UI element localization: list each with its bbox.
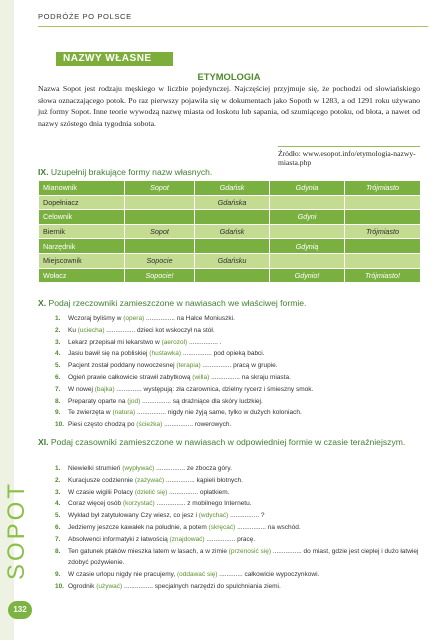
item-text: Niewielki strumień — [68, 465, 123, 472]
list-item — [55, 522, 425, 534]
item-text: W nowej — [68, 385, 95, 393]
item-number: 3. — [55, 338, 61, 346]
item-number: 9. — [55, 409, 61, 417]
item-text: W czasie wigilii Polacy — [68, 488, 135, 496]
item-gap-text[interactable]: .............. występują: zła czarownica, dzielny rycerz i śmieszny smok. — [114, 385, 314, 393]
item-gap-text[interactable]: ................ specjalnych narzędzi do spulchniania ziemi. — [122, 582, 281, 590]
item-gap-text[interactable]: ................ pracą w grupie. — [200, 362, 278, 370]
exercise-10-list — [55, 313, 425, 431]
item-number: 2. — [55, 326, 61, 334]
case-name-cell: Mianownik — [39, 181, 125, 196]
item-text: W czasie urlopu nigdy nie pracujemy, — [68, 571, 177, 579]
form-cell[interactable] — [345, 195, 421, 210]
declension-table — [38, 180, 421, 283]
form-cell[interactable] — [125, 239, 195, 254]
case-name-cell: Dopełniacz — [39, 195, 125, 210]
table-row — [39, 268, 421, 283]
item-hint: (jod) — [127, 397, 141, 405]
header-rule — [38, 26, 428, 27]
exercise-9-instruction: Uzupełnij brakujące formy nazw własnych. — [50, 167, 213, 177]
item-hint: (korzystać) — [122, 500, 155, 508]
form-cell[interactable]: Gdynią — [270, 239, 345, 254]
item-number: 10. — [55, 421, 65, 429]
case-name-cell: Celownik — [39, 210, 125, 225]
form-cell[interactable] — [270, 195, 345, 210]
item-text: Kuracjusze codziennie — [68, 476, 135, 484]
item-hint: (willa) — [192, 373, 210, 381]
form-cell[interactable]: Trójmiasto! — [345, 268, 421, 283]
list-item — [55, 534, 425, 546]
item-gap-text[interactable]: ................ do miast, gdzie jest cieplej i dużo łatwiej zdobyć pożywienie. — [68, 547, 419, 567]
exercise-11-list — [55, 463, 425, 593]
form-cell[interactable] — [195, 239, 270, 254]
item-gap-text[interactable]: ................ opłatkiem. — [167, 488, 230, 496]
item-text: Preparaty oparte na — [68, 397, 128, 405]
form-cell[interactable]: Sopot — [125, 181, 195, 196]
table-row — [39, 253, 421, 268]
item-number: 1. — [55, 315, 61, 322]
item-text: Coraz więcej osób — [68, 500, 123, 508]
item-text: Jedziemy jeszcze kawałek na południe, a potem — [68, 523, 209, 531]
form-cell[interactable]: Sopocie — [125, 253, 195, 268]
item-hint: (terapia) — [176, 362, 201, 370]
item-number: 9. — [55, 571, 61, 579]
item-gap-text[interactable]: ................ dzieci kot wskoczył na stół. — [104, 326, 215, 334]
list-item — [55, 487, 425, 499]
item-hint: (opera) — [123, 315, 145, 322]
item-hint: (oddawać się) — [176, 571, 218, 579]
form-cell[interactable]: Gdańska — [195, 195, 270, 210]
exercise-10-title — [38, 298, 306, 309]
table-row — [39, 195, 421, 210]
form-cell[interactable] — [270, 253, 345, 268]
item-hint: (natura) — [112, 409, 136, 417]
item-hint: (wypływać) — [122, 465, 155, 472]
item-text: Te zwierzęta w — [68, 409, 113, 417]
list-item — [55, 313, 425, 325]
exercise-9-title — [38, 167, 212, 178]
table-row — [39, 239, 421, 254]
item-gap-text[interactable]: ................ na Halce Moniuszki. — [144, 315, 235, 322]
item-number: 1. — [55, 465, 61, 472]
form-cell[interactable]: Gdańsk — [195, 181, 270, 196]
list-item — [55, 360, 425, 372]
form-cell[interactable]: Gdynio! — [270, 268, 345, 283]
form-cell[interactable] — [345, 210, 421, 225]
item-text: Wykład był zatytułowany Czy wiesz, co jesz i — [68, 512, 199, 520]
item-number: 8. — [55, 547, 61, 555]
form-cell[interactable]: Gdyni — [270, 210, 345, 225]
list-item — [55, 546, 425, 570]
item-text: Ku — [68, 326, 78, 334]
section-label: NAZWY WŁASNE — [56, 52, 173, 66]
item-number: 8. — [55, 397, 61, 405]
form-cell[interactable] — [125, 210, 195, 225]
case-name-cell: Wołacz — [39, 268, 125, 283]
item-gap-text[interactable]: ................ są drażniące dla skóry ludzkiej. — [140, 397, 263, 405]
list-item — [55, 463, 425, 475]
item-hint: (dzielić się) — [134, 488, 168, 496]
item-hint: (wdychać) — [198, 512, 229, 520]
item-gap-text[interactable]: ................ z mobilnego Internetu. — [154, 500, 252, 508]
item-number: 7. — [55, 535, 61, 543]
item-number: 3. — [55, 488, 61, 496]
item-hint: (uciecha) — [77, 326, 105, 334]
item-number: 6. — [55, 373, 61, 381]
item-gap-text[interactable]: ................ pod opieką babci. — [181, 350, 265, 358]
item-text: Jasiu bawił się na pobliskiej — [68, 350, 150, 358]
list-item — [55, 372, 425, 384]
list-item — [55, 419, 425, 431]
running-header: PODRÓŻE PO POLSCE — [38, 12, 132, 21]
case-name-cell: Miejscownik — [39, 253, 125, 268]
item-text: Ogień prawie całkowicie strawił zabytkową — [68, 373, 193, 381]
form-cell[interactable]: Gdańsk — [195, 224, 270, 239]
exercise-11-instruction: Podaj czasowniki zamieszczone w nawiasach w odpowiedniej formie w czasie teraźniejszym. — [50, 437, 406, 447]
item-hint: (ścieżka) — [136, 421, 163, 429]
item-hint: (zażywać) — [134, 476, 165, 484]
item-text: Ogrodnik — [68, 582, 97, 590]
exercise-10-number: X. — [38, 298, 47, 308]
item-hint: (skręcać) — [208, 523, 236, 531]
item-gap-text[interactable]: ............. całkowicie wypoczynkowi. — [217, 571, 320, 579]
form-cell[interactable] — [125, 195, 195, 210]
form-cell[interactable]: Sopocie! — [125, 268, 195, 283]
table-row — [39, 224, 421, 239]
form-cell[interactable]: Gdynia — [270, 181, 345, 196]
form-cell[interactable]: Trójmiasto — [345, 224, 421, 239]
item-number: 4. — [55, 350, 61, 358]
item-gap-text[interactable]: ................ . — [187, 338, 222, 346]
list-item — [55, 510, 425, 522]
item-gap-text[interactable]: ................ rowerowych. — [162, 421, 232, 429]
table-row — [39, 210, 421, 225]
item-number: 2. — [55, 476, 61, 484]
list-item — [55, 384, 425, 396]
item-gap-text[interactable]: ................ kąpieli błotnych. — [164, 476, 243, 484]
item-gap-text[interactable]: ................ nigdy nie żyją same, tylko w dużych koloniach. — [135, 409, 302, 417]
list-item — [55, 337, 425, 349]
form-cell[interactable] — [195, 210, 270, 225]
item-number: 10. — [55, 582, 65, 590]
form-cell[interactable] — [270, 224, 345, 239]
item-number: 5. — [55, 512, 61, 520]
item-gap-text[interactable]: ................ ze zbocza góry. — [154, 465, 232, 472]
source-rule — [278, 146, 420, 147]
item-text: Piesi często chodzą po — [68, 421, 137, 429]
item-gap-text[interactable]: ................ pracę. — [204, 535, 256, 543]
form-cell[interactable] — [345, 239, 421, 254]
form-cell[interactable]: Sopot — [125, 224, 195, 239]
list-item — [55, 475, 425, 487]
source-line: Źródło: www.esopot.info/etymologia-nazwy-miasta.php — [278, 149, 416, 167]
case-name-cell: Biernik — [39, 224, 125, 239]
item-number: 6. — [55, 523, 61, 531]
exercise-11-title — [38, 437, 408, 448]
item-number: 7. — [55, 385, 61, 393]
item-text: Lekarz przepisał mi lekarstwo w — [68, 338, 162, 346]
item-gap-text[interactable]: ................ na skraju miasta. — [209, 373, 291, 381]
item-text: Absolwenci informatyki z łatwością — [68, 535, 170, 543]
form-cell[interactable]: Trójmiasto — [345, 181, 421, 196]
list-item — [55, 396, 425, 408]
form-cell[interactable] — [345, 253, 421, 268]
etymology-paragraph: Nazwa Sopot jest rodzaju męskiego w liczbie pojedynczej. Najczęściej przyjmuje się, że pochodzi od słowiańskiego słowa oznaczającego potok. Po raz pierwszy pojawiła się w dokumentach jako Sopoth w 1283, a od 1291 roku używano już formy Sopot. Inne teorie wywodzą nazwę miasta od łoskotu lub sapania, od szumiącego potoku, od błota, a nawet od nazwy szóstego dnia tygodnia sobota. — [38, 84, 420, 128]
item-text: Pacjent został poddany nowoczesnej — [68, 362, 177, 370]
item-gap-text[interactable]: ................ ? — [228, 512, 265, 520]
form-cell[interactable] — [195, 268, 270, 283]
item-hint: (przenosić się) — [228, 547, 272, 555]
item-hint: (huśtawka) — [149, 350, 182, 358]
list-item — [55, 498, 425, 510]
table-row — [39, 181, 421, 196]
item-number: 5. — [55, 362, 61, 370]
page-number: 132 — [8, 601, 32, 619]
item-text: Wczoraj byliśmy w — [68, 315, 124, 322]
item-number: 4. — [55, 500, 61, 508]
item-text: Ten gatunek ptaków mieszka latem w lasach, a w zimie — [68, 547, 229, 555]
list-item — [55, 581, 425, 593]
item-hint: (aerozol) — [161, 338, 188, 346]
item-gap-text[interactable]: ................ na wschód. — [235, 523, 301, 531]
list-item — [55, 407, 425, 419]
exercise-9-number: IX. — [38, 167, 49, 177]
form-cell[interactable]: Gdańsku — [195, 253, 270, 268]
case-name-cell: Narzędnik — [39, 239, 125, 254]
list-item — [55, 325, 425, 337]
list-item — [55, 569, 425, 581]
item-hint: (znajdować) — [169, 535, 205, 543]
exercise-11-number: XI. — [38, 437, 49, 447]
etymology-title: ETYMOLOGIA — [197, 71, 261, 82]
side-label: SOPOT — [3, 480, 30, 580]
list-item — [55, 348, 425, 360]
item-hint: (bajka) — [94, 385, 115, 393]
exercise-10-instruction: Podaj rzeczowniki zamieszczone w nawiasach we właściwej formie. — [48, 298, 307, 308]
item-hint: (używać) — [96, 582, 123, 590]
